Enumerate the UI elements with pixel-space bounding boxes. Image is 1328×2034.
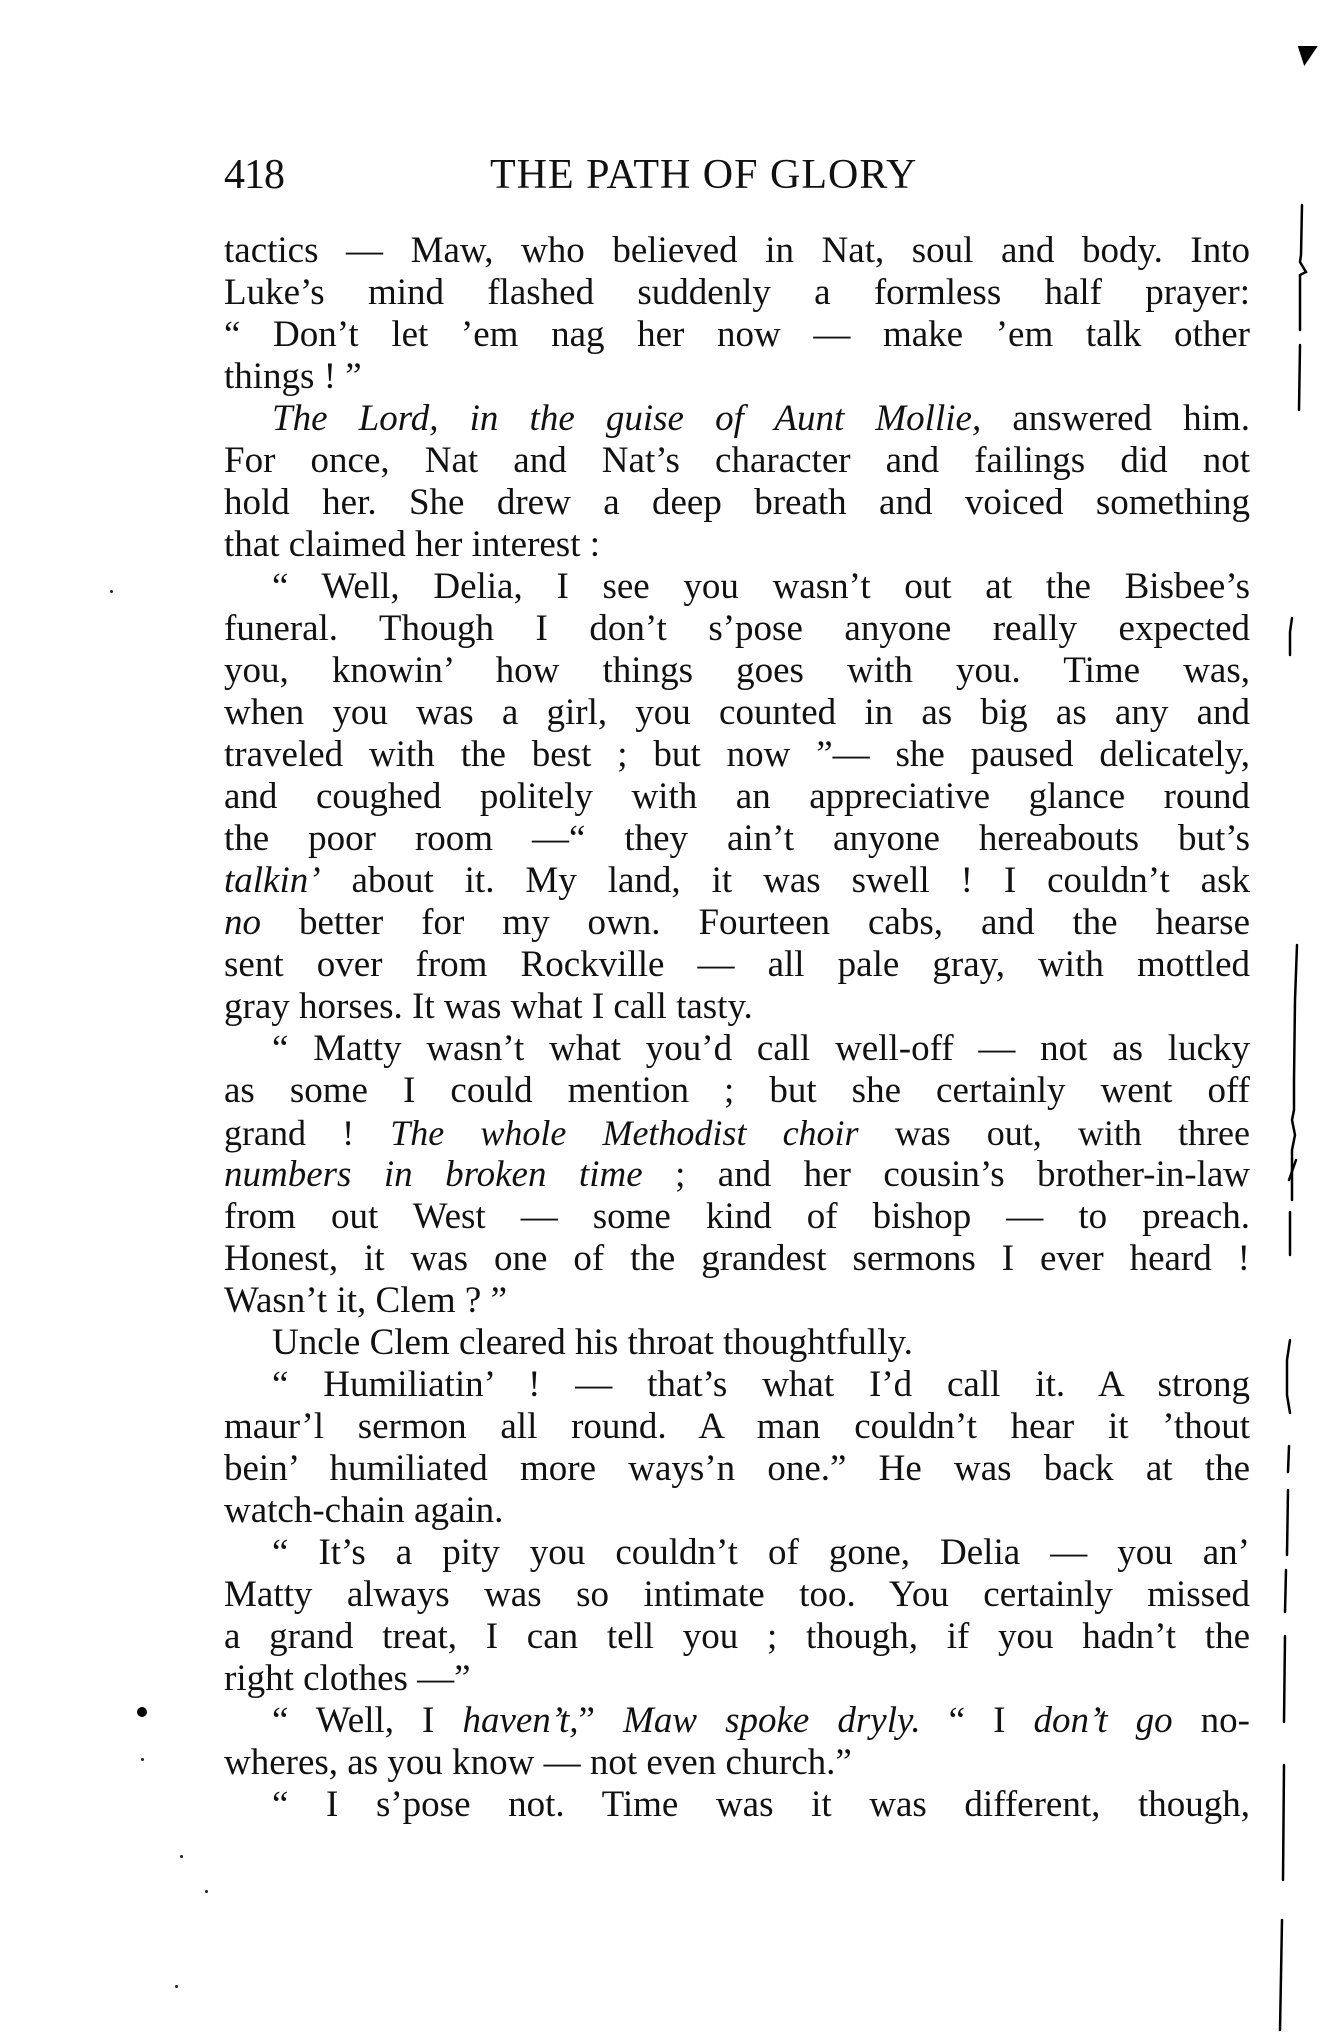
text-line <box>224 650 1250 692</box>
text-run: no- <box>1172 1700 1250 1741</box>
edge-mark <box>1287 1340 1290 1413</box>
text-run: Honest, it was one of the grandest sermons I ever heard ! <box>224 1238 1250 1279</box>
text-line <box>224 272 1250 314</box>
running-head <box>224 150 1248 200</box>
text-run: Luke’s mind flashed suddenly a formless half prayer: <box>224 272 1250 313</box>
text-line <box>224 1700 1250 1742</box>
text-line <box>224 1448 1250 1490</box>
text-run: Matty always was so intimate too. You certainly missed <box>224 1574 1250 1615</box>
text-line <box>224 1616 1250 1658</box>
edge-mark <box>1285 1570 1286 1612</box>
text-run: Wasn’t it, Clem ? ” <box>224 1280 508 1321</box>
text-line <box>224 1490 1250 1532</box>
text-line <box>224 440 1250 482</box>
text-run: “ Humiliatin’ ! — that’s what I’d call it. A strong <box>272 1364 1250 1405</box>
text-run: traveled with the best ; but now ”— she paused delicately, <box>224 734 1250 775</box>
text-line <box>224 818 1250 860</box>
text-run: better for my own. Fourteen cabs, and the hearse <box>261 902 1250 943</box>
text-line <box>224 1154 1250 1196</box>
text-run: the poor room —“ they ain’t anyone hereabouts but’s <box>224 818 1250 859</box>
text-run: “ I <box>920 1700 1034 1741</box>
text-line <box>224 608 1250 650</box>
text-line <box>224 1742 1250 1784</box>
text-line <box>224 776 1250 818</box>
page-title: THE PATH OF GLORY <box>490 152 918 198</box>
text-line <box>224 1322 1250 1364</box>
text-line <box>224 692 1250 734</box>
text-run: “ Don’t let ’em nag her now — make ’em talk other <box>224 314 1250 355</box>
text-line <box>224 1112 1250 1154</box>
text-run: from out West — some kind of bishop — to preach. <box>224 1196 1250 1237</box>
speck <box>110 590 113 593</box>
text-line <box>224 566 1250 608</box>
italic-text: talkin’ <box>224 860 321 901</box>
text-run: bein’ humiliated more ways’n one.” He was back at the <box>224 1448 1250 1489</box>
text-line <box>224 1364 1250 1406</box>
edge-mark <box>1299 345 1300 410</box>
speck <box>141 1758 144 1761</box>
text-run: and coughed politely with an appreciative glance round <box>224 776 1250 817</box>
text-run: right clothes —” <box>224 1658 471 1699</box>
italic-text: haven’t, <box>462 1700 579 1741</box>
text-run: “ It’s a pity you couldn’t of gone, Delia — you an’ <box>272 1532 1250 1573</box>
text-line <box>224 902 1250 944</box>
text-run: things ! ” <box>224 356 362 397</box>
text-run: Uncle Clem cleared his throat thoughtfully. <box>272 1322 913 1363</box>
text-line <box>224 1406 1250 1448</box>
text-line <box>224 734 1250 776</box>
speck <box>205 1890 208 1893</box>
text-run: “ Well, Delia, I see you wasn’t out at the Bisbee’s <box>272 566 1250 607</box>
text-run: “ I s’pose not. Time was it was different, though, <box>272 1784 1250 1825</box>
edge-mark <box>1288 1446 1289 1472</box>
text-run: For once, Nat and Nat’s character and failings did not <box>224 440 1250 481</box>
text-run: ; and her cousin’s brother-in-law <box>642 1154 1250 1195</box>
margin-dot-icon <box>137 1707 147 1717</box>
text-line <box>224 986 1250 1028</box>
text-run: “ Matty wasn’t what you’d call well-off — not as lucky <box>272 1028 1250 1069</box>
italic-text: no <box>224 902 261 943</box>
text-run: about it. My land, it was swell ! I couldn’t ask <box>320 860 1250 901</box>
text-line <box>224 314 1250 356</box>
italic-text: Maw spoke dryly. <box>623 1700 921 1741</box>
text-run: maur’l sermon all round. A man couldn’t hear it ’thout <box>224 1406 1250 1447</box>
text-run: gray horses. It was what I call tasty. <box>224 986 753 1027</box>
edge-mark <box>1290 618 1292 655</box>
text-run: tactics — Maw, who believed in Nat, soul and body. Into <box>224 230 1250 271</box>
text-line <box>224 398 1250 440</box>
text-run: a grand treat, I can tell you ; though, if you hadn’t the <box>224 1616 1250 1657</box>
text-run: as some I could mention ; but she certainly went off <box>224 1070 1250 1111</box>
text-line <box>224 860 1250 902</box>
italic-text: The Lord, in the guise of Aunt Mollie, <box>272 398 982 439</box>
speck <box>180 1855 183 1858</box>
text-run: watch-chain again. <box>224 1490 504 1531</box>
text-run: wheres, as you know — not even church.” <box>224 1742 852 1783</box>
italic-text: don’t go <box>1033 1700 1173 1741</box>
text-line <box>224 1784 1250 1826</box>
text-line <box>224 1028 1250 1070</box>
speck <box>175 1985 178 1988</box>
text-line <box>224 1532 1250 1574</box>
body-text <box>224 230 1250 1826</box>
text-run: funeral. Though I don’t s’pose anyone really expected <box>224 608 1250 649</box>
italic-text: numbers in broken time <box>224 1154 643 1195</box>
text-line <box>224 356 1250 398</box>
text-run: you, knowin’ how things goes with you. Time was, <box>224 650 1250 691</box>
text-run: answered him. <box>981 398 1250 439</box>
text-run: ” <box>578 1700 624 1741</box>
text-run: “ Well, I <box>272 1700 463 1741</box>
edge-mark <box>1280 1920 1282 2030</box>
text-line <box>224 1658 1250 1700</box>
text-line <box>224 230 1250 272</box>
text-run: was out, with three <box>858 1113 1250 1153</box>
edge-mark <box>1287 1490 1288 1555</box>
edge-mark <box>1283 1765 1284 1880</box>
edge-mark <box>1300 205 1306 330</box>
page-number: 418 <box>224 152 284 198</box>
text-line <box>224 1574 1250 1616</box>
text-run: when you was a girl, you counted in as big as any and <box>224 692 1250 733</box>
italic-text: The whole Methodist choir <box>390 1113 859 1153</box>
edge-mark <box>1284 1636 1285 1722</box>
text-line <box>224 1070 1250 1112</box>
text-line <box>224 1280 1250 1322</box>
text-line <box>224 482 1250 524</box>
text-line <box>224 944 1250 986</box>
text-line <box>224 1196 1250 1238</box>
text-run: sent over from Rockville — all pale gray, with mottled <box>224 944 1250 985</box>
text-run: that claimed her interest : <box>224 524 601 565</box>
page-edge-marks <box>1270 0 1328 2034</box>
text-line <box>224 1238 1250 1280</box>
text-run: grand ! <box>224 1113 391 1153</box>
text-run: hold her. She drew a deep breath and voiced something <box>224 482 1250 523</box>
text-line <box>224 524 1250 566</box>
